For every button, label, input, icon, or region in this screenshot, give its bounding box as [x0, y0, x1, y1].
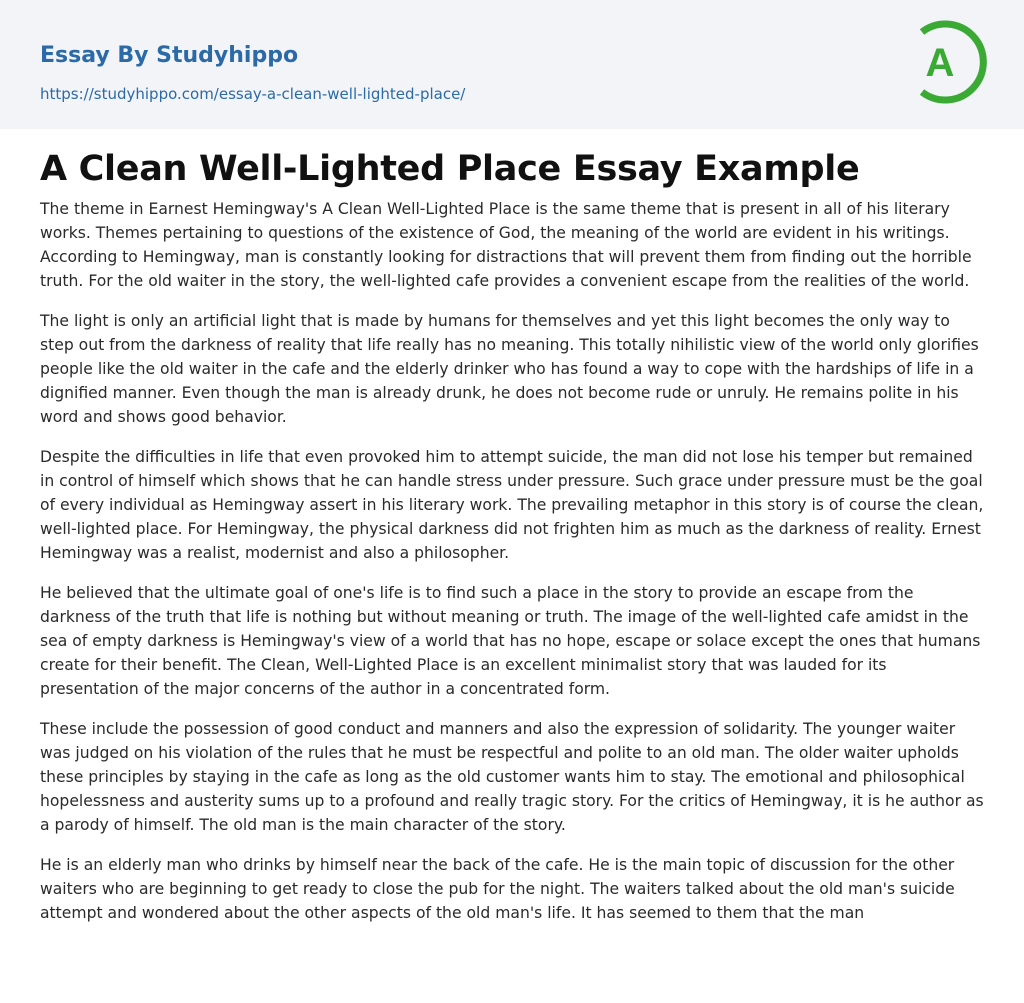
logo-letter: A — [925, 41, 955, 85]
essay-paragraph-6: He is an elderly man who drinks by himself near the back of the cafe. He is the main topic of discussion for the other waiters who are beginning to get ready to close the pub for the night. The waiters talked about the old man's suicide attempt and wondered about the other aspects of the old man's life. It has seemed to them that the man — [40, 856, 955, 922]
page-url-link[interactable]: https://studyhippo.com/essay-a-clean-well-lighted-place/ — [40, 85, 466, 103]
essay-content — [0, 129, 1024, 925]
essay-paragraph-2: The light is only an artificial light that is made by humans for themselves and yet this light becomes the only way to step out from the darkness of reality that life really has no meaning. This totally nihilistic view of the world only glorifies people like the old waiter in the cafe and the elderly drinker who has found a way to cope with the hardships of life in a dignified manner. Even though the man is already drunk, he does not become rude or unruly. He remains polite in his word and shows good behavior. — [40, 312, 979, 426]
essay-title: A Clean Well-Lighted Place Essay Example — [40, 149, 860, 189]
studyhippo-logo-icon[interactable] — [910, 18, 988, 106]
essay-paragraph-3: Despite the difficulties in life that even provoked him to attempt suicide, the man did not lose his temper but remained in control of himself which shows that he can handle stress under pressure. Such grace under pressure must be the goal of every individual as Hemingway assert in his literary work. The prevailing metaphor in this story is of course the clean, well-lighted place. For Hemingway, the physical darkness did not frighten him as much as the darkness of reality. Ernest Hemingway was a realist, modernist and also a philosopher. — [40, 448, 984, 562]
essay-paragraph-1: The theme in Earnest Hemingway's A Clean Well-Lighted Place is the same theme that is present in all of his literary works. Themes pertaining to questions of the existence of God, the meaning of the world are evident in his writings. According to Hemingway, man is constantly looking for distractions that will prevent them from finding out the horrible truth. For the old waiter in the story, the well-lighted cafe provides a convenient escape from the realities of the world. — [40, 200, 972, 290]
site-title[interactable]: Essay By Studyhippo — [40, 43, 299, 68]
essay-paragraph-4: He believed that the ultimate goal of one's life is to find such a place in the story to provide an escape from the darkness of the truth that life is nothing but without meaning or truth. The image of the well-lighted cafe amidst in the sea of empty darkness is Hemingway's view of a world that has no hope, escape or solace except the ones that humans create for their benefit. The Clean, Well-Lighted Place is an excellent minimalist story that was lauded for its presentation of the major concerns of the author in a concentrated form. — [40, 584, 981, 698]
essay-paragraph-5: These include the possession of good conduct and manners and also the expression of solidarity. The younger waiter was judged on his violation of the rules that he must be respectful and polite to an old man. The older waiter upholds these principles by staying in the cafe as long as the old customer wants him to stay. The emotional and philosophical hopelessness and austerity sums up to a profound and really tragic story. For the critics of Hemingway, it is he author as a parody of himself. The old man is the main character of the story. — [40, 720, 984, 834]
site-header — [0, 0, 1024, 129]
